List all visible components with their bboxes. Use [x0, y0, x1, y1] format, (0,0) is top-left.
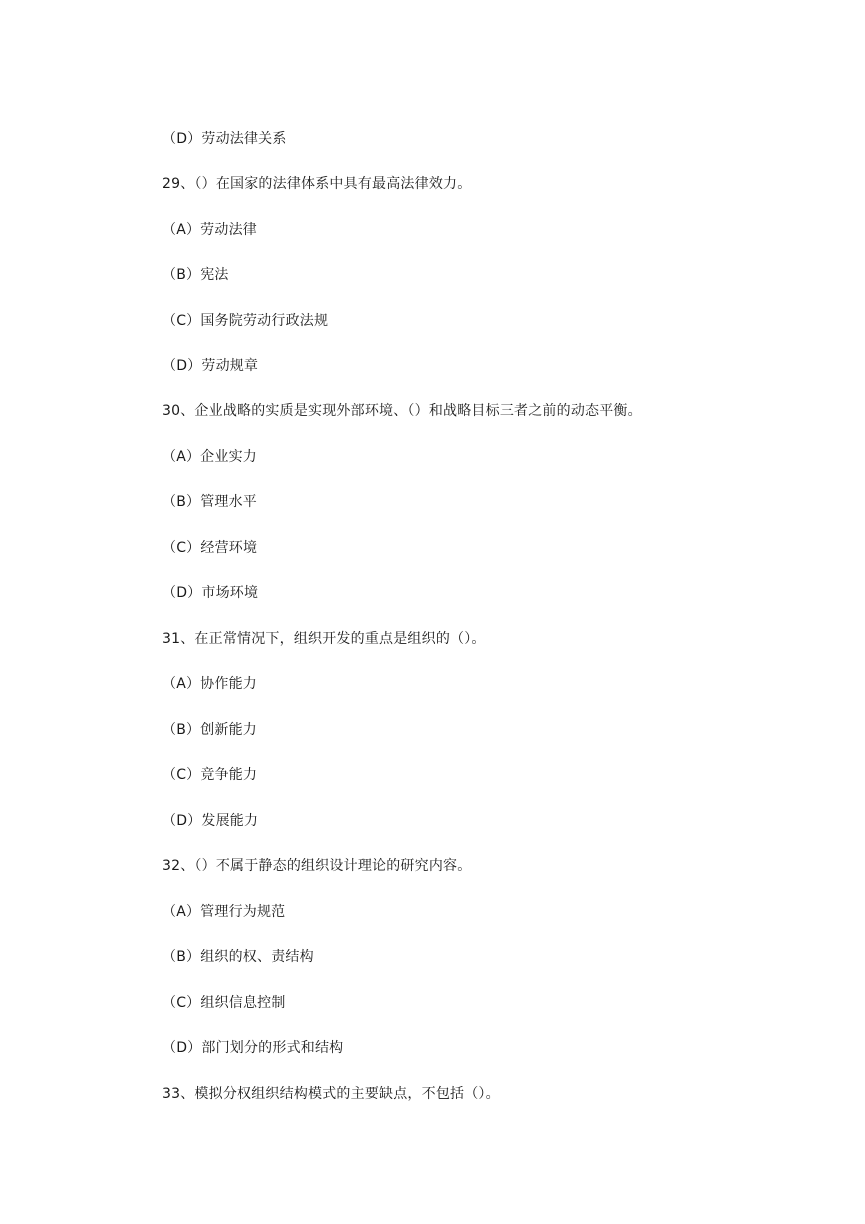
option-29-d: （D）劳动规章 — [162, 358, 259, 374]
option-32-c: （C）组织信息控制 — [162, 995, 286, 1011]
option-29-c: （C）国务院劳动行政法规 — [162, 313, 329, 329]
question-32: 32、（）不属于静态的组织设计理论的研究内容。 — [162, 858, 472, 874]
option-30-b: （B）管理水平 — [162, 494, 258, 510]
option-32-b: （B）组织的权、责结构 — [162, 949, 314, 965]
option-29-b: （B）宪法 — [162, 267, 229, 283]
option-31-b: （B）创新能力 — [162, 722, 258, 738]
option-30-d: （D）市场环境 — [162, 585, 259, 601]
option-32-a: （A）管理行为规范 — [162, 904, 286, 920]
option-31-c: （C）竞争能力 — [162, 767, 258, 783]
option-30-a: （A）企业实力 — [162, 449, 257, 465]
option-28-d: （D）劳动法律关系 — [162, 131, 287, 147]
question-33: 33、模拟分权组织结构模式的主要缺点，不包括（）。 — [162, 1086, 500, 1102]
question-30: 30、企业战略的实质是实现外部环境、（）和战略目标三者之前的动态平衡。 — [162, 403, 642, 419]
option-30-c: （C）经营环境 — [162, 540, 258, 556]
question-29: 29、（）在国家的法律体系中具有最高法律效力。 — [162, 176, 472, 192]
option-29-a: （A）劳动法律 — [162, 222, 257, 238]
question-31: 31、在正常情况下，组织开发的重点是组织的（）。 — [162, 631, 486, 647]
option-32-d: （D）部门划分的形式和结构 — [162, 1040, 344, 1056]
option-31-a: （A）协作能力 — [162, 676, 257, 692]
option-31-d: （D）发展能力 — [162, 813, 259, 829]
